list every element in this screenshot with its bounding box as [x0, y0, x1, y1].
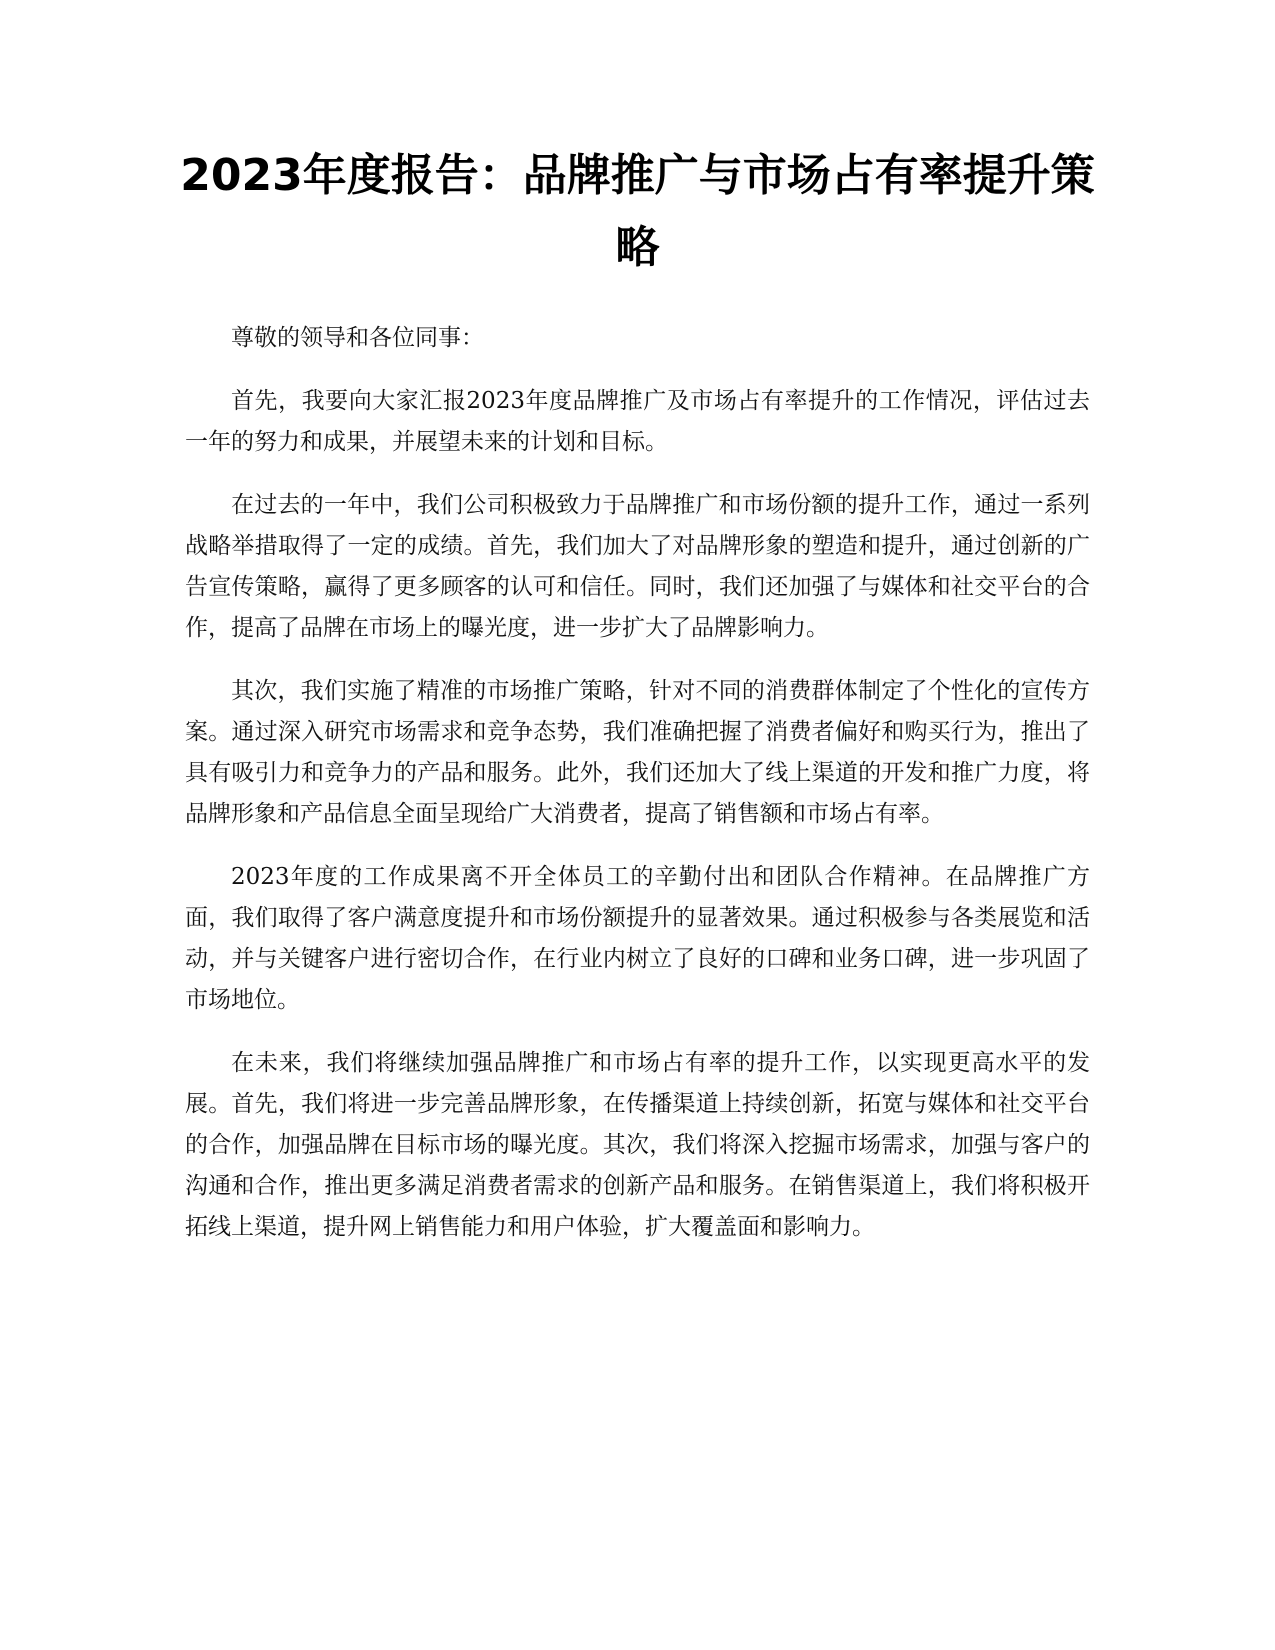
document-title: 2023年度报告：品牌推广与市场占有率提升策略 — [180, 150, 1095, 273]
achievements-paragraph: 2023年度的工作成果离不开全体员工的辛勤付出和团队合作精神。在品牌推广方面，我们取得了客户满意度提升和市场份额提升的显著效果。通过积极参与各类展览和活动，并与关键客户进行密切合作，在行业内树立了良好的口碑和业务口碑，进一步巩固了市场地位。 — [185, 864, 1090, 1013]
intro-paragraph: 首先，我要向大家汇报2023年度品牌推广及市场占有率提升的工作情况，评估过去一年的努力和成果，并展望未来的计划和目标。 — [185, 388, 1090, 455]
document-body — [185, 318, 1090, 1270]
past-year-paragraph: 在过去的一年中，我们公司积极致力于品牌推广和市场份额的提升工作，通过一系列战略举措取得了一定的成绩。首先，我们加大了对品牌形象的塑造和提升，通过创新的广告宣传策略，赢得了更多顾客的认可和信任。同时，我们还加强了与媒体和社交平台的合作，提高了品牌在市场上的曝光度，进一步扩大了品牌影响力。 — [185, 492, 1090, 641]
marketing-strategy-paragraph: 其次，我们实施了精准的市场推广策略，针对不同的消费群体制定了个性化的宣传方案。通过深入研究市场需求和竞争态势，我们准确把握了消费者偏好和购买行为，推出了具有吸引力和竞争力的产品和服务。此外，我们还加大了线上渠道的开发和推广力度，将品牌形象和产品信息全面呈现给广大消费者，提高了销售额和市场占有率。 — [185, 678, 1090, 827]
future-plans-paragraph: 在未来，我们将继续加强品牌推广和市场占有率的提升工作，以实现更高水平的发展。首先，我们将进一步完善品牌形象，在传播渠道上持续创新，拓宽与媒体和社交平台的合作，加强品牌在目标市场的曝光度。其次，我们将深入挖掘市场需求，加强与客户的沟通和合作，推出更多满足消费者需求的创新产品和服务。在销售渠道上，我们将积极开拓线上渠道，提升网上销售能力和用户体验，扩大覆盖面和影响力。 — [185, 1050, 1090, 1240]
salutation-paragraph: 尊敬的领导和各位同事： — [231, 325, 484, 351]
